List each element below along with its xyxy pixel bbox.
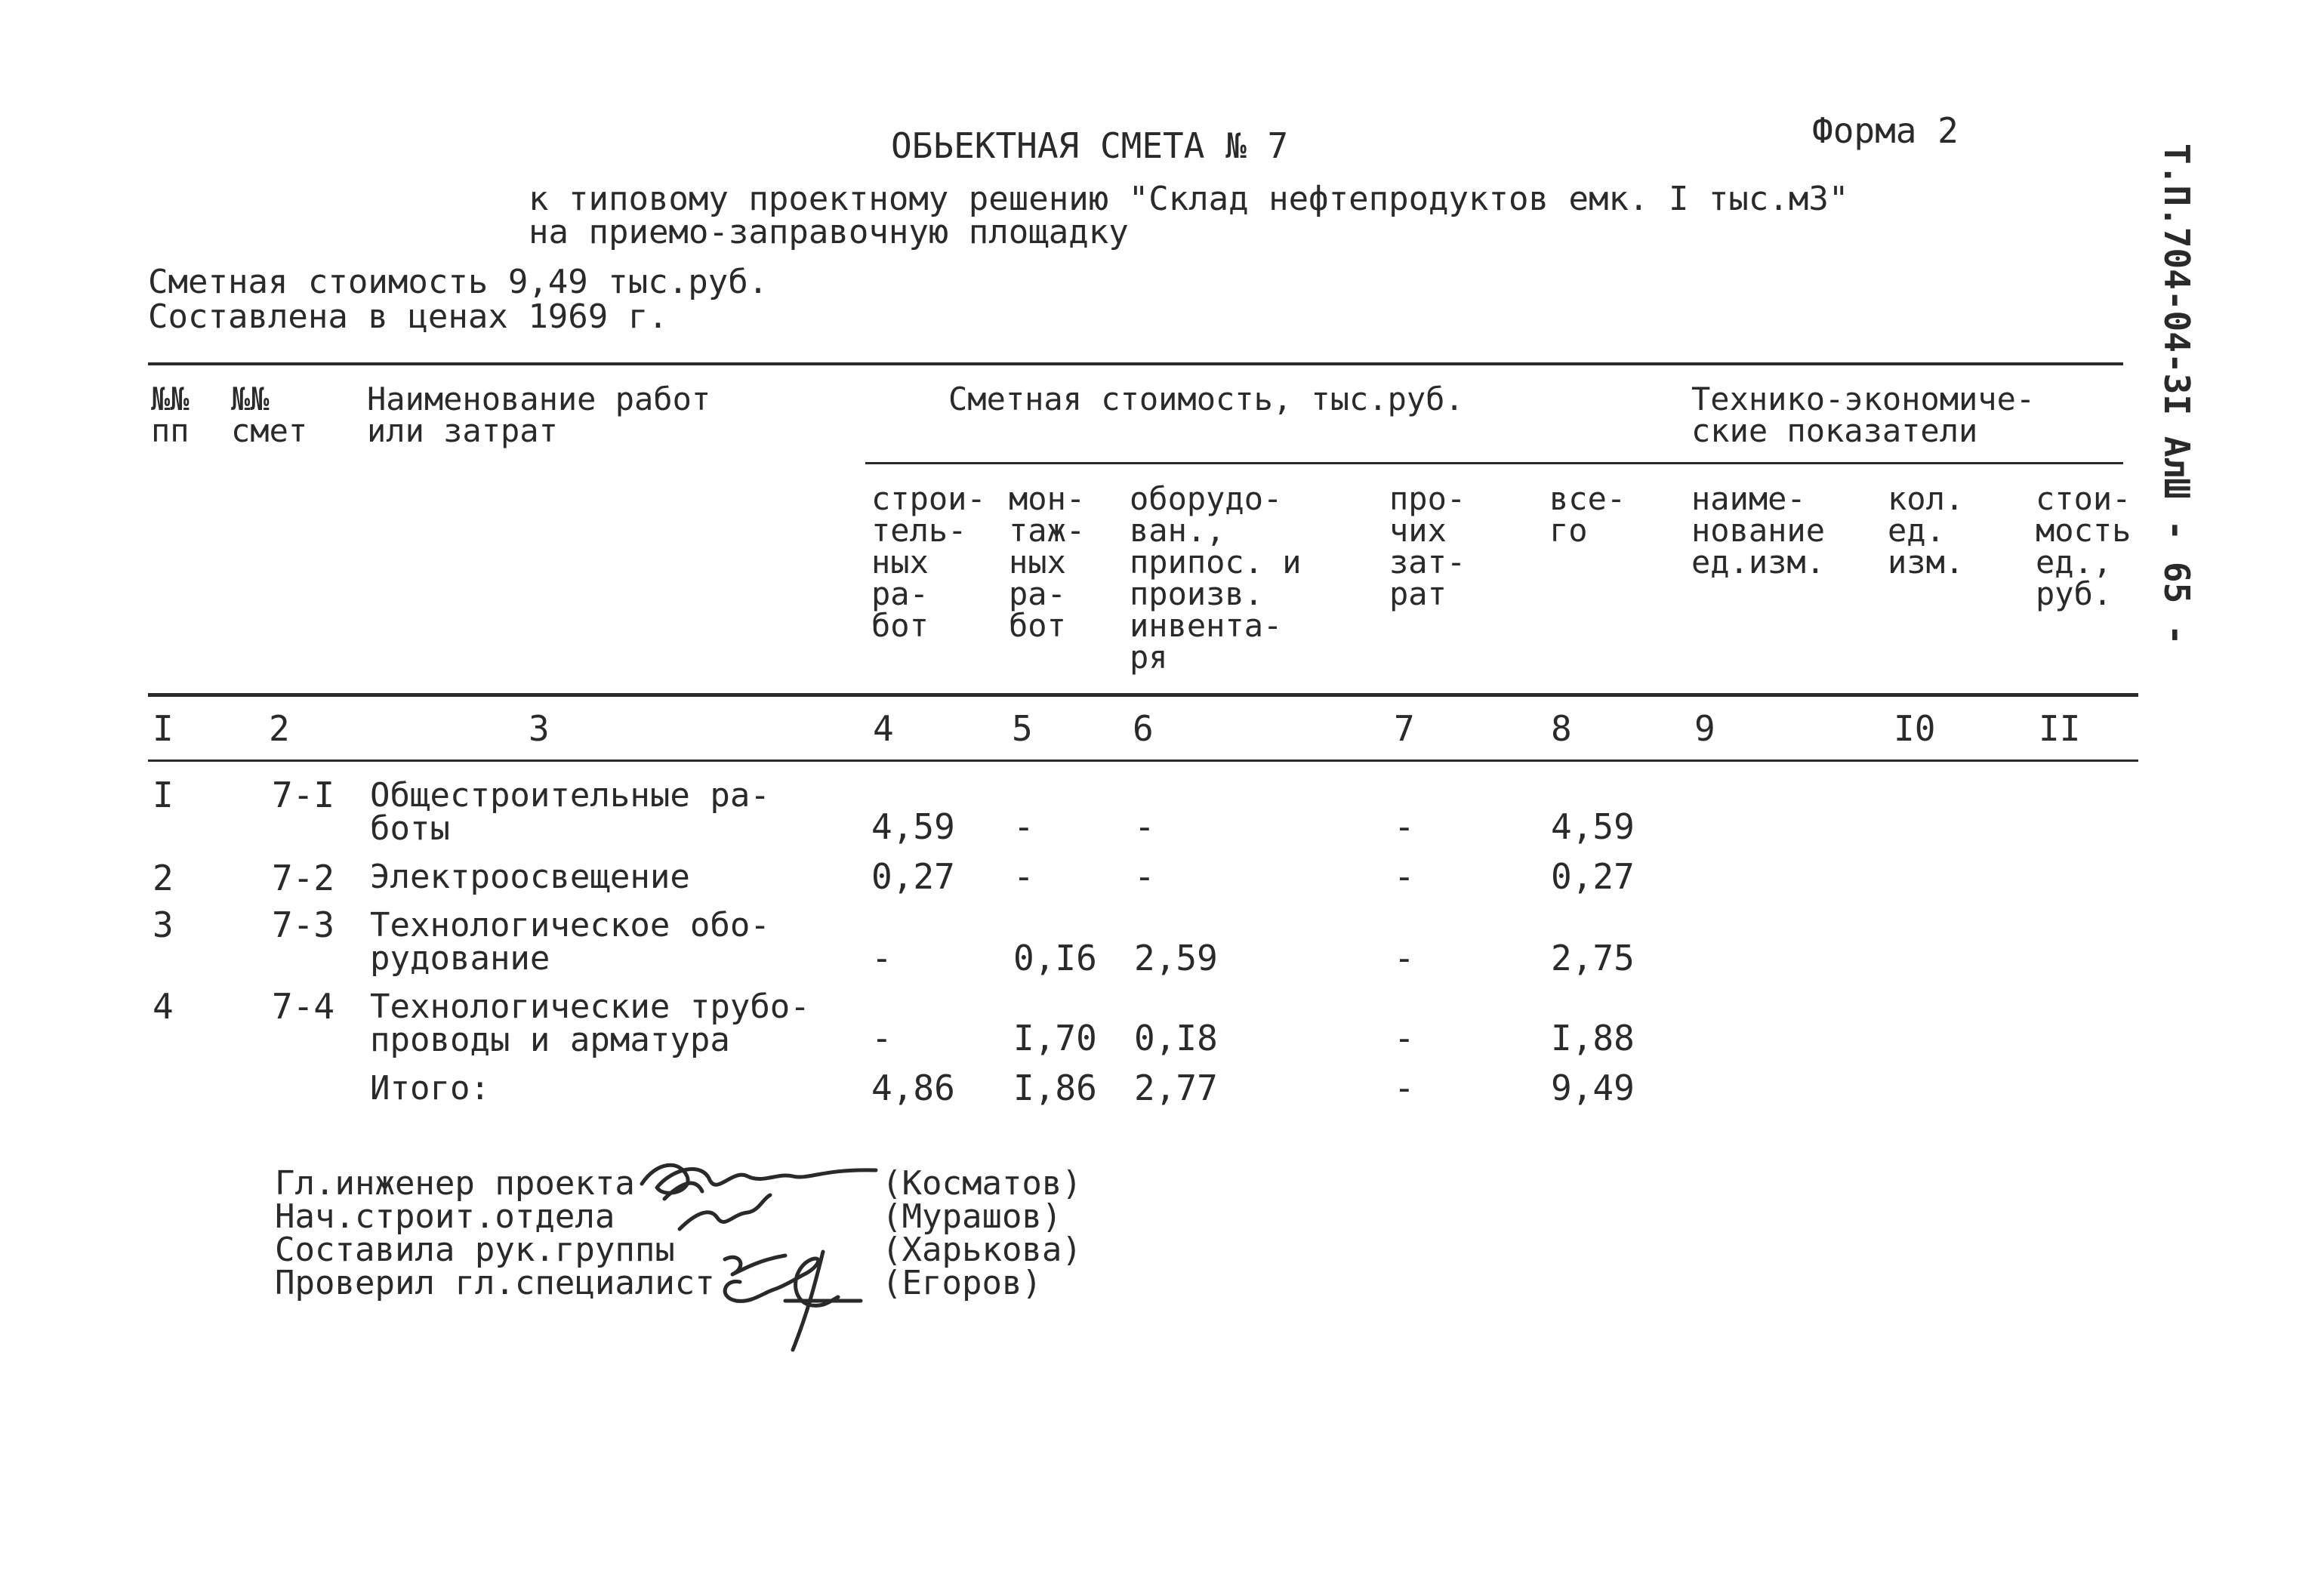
row-name: Электроосвещение [370, 858, 690, 896]
signature-person: (Косматов) [882, 1164, 1082, 1203]
row-other: - [1394, 806, 1415, 847]
signature-role: Проверил гл.специалист [275, 1264, 715, 1302]
col-number: II [2039, 708, 2081, 749]
row-number: 2 [153, 858, 174, 898]
total-other: - [1394, 1068, 1415, 1108]
prices-line: Составлена в ценах 1969 г. [148, 297, 668, 336]
col-head-total: все- го [1549, 480, 1626, 549]
row-construction: - [871, 1018, 892, 1058]
col-number: 3 [529, 708, 550, 749]
row-number: 3 [153, 904, 174, 945]
col-head-construction: строи- тель- ных ра- бот [871, 480, 986, 644]
col-number: 4 [873, 708, 894, 749]
col-head-unit-cost: стои- мость ед., руб. [2036, 480, 2132, 612]
signature-role: Гл.инженер проекта [275, 1164, 635, 1203]
total-equipment: 2,77 [1134, 1068, 1218, 1108]
row-name: Общестроительные ра- боты [370, 776, 770, 848]
row-construction: - [871, 938, 892, 978]
col-group-tech: Технико-экономиче- ские показатели [1691, 381, 2036, 449]
total-total: 9,49 [1551, 1068, 1635, 1108]
signature-role: Составила рук.группы [275, 1231, 675, 1269]
row-total: I,88 [1551, 1018, 1635, 1058]
side-document-code: Т.П.704-04-3I АлШ - 65 - [2156, 143, 2197, 645]
row-installation: - [1013, 806, 1034, 847]
col-number: 7 [1394, 708, 1415, 749]
col-head-unit-qty: кол. ед. изм. [1888, 480, 1965, 581]
row-other: - [1394, 856, 1415, 897]
signature-person: (Мурашов) [882, 1197, 1062, 1236]
row-other: - [1394, 938, 1415, 978]
form-label: Форма 2 [1812, 110, 1959, 151]
col-head-name: Наименование работ или затрат [367, 381, 711, 449]
total-installation: I,86 [1013, 1068, 1097, 1108]
row-smeta: 7-I [272, 775, 335, 815]
header-bottom-rule [148, 693, 2138, 697]
row-total: 2,75 [1551, 938, 1635, 978]
row-smeta: 7-4 [272, 986, 335, 1027]
col-head-installation: мон- таж- ных ра- бот [1009, 480, 1086, 644]
total-construction: 4,86 [871, 1068, 955, 1108]
row-equipment: - [1134, 856, 1155, 897]
signature-person: (Харькова) [882, 1231, 1082, 1269]
row-equipment: 2,59 [1134, 938, 1218, 978]
row-smeta: 7-2 [272, 858, 335, 898]
subtitle-line-1: к типовому проектному решению "Склад нефтепродуктов емк. I тыс.м3" [529, 180, 1849, 218]
row-installation: 0,I6 [1013, 938, 1097, 978]
col-group-cost: Сметная стоимость, тыс.руб. [948, 381, 1464, 417]
row-name: Технологическое обо- рудование [370, 906, 770, 978]
col-head-unit-name: наиме- нование ед.изм. [1691, 480, 1826, 581]
subtitle-line-2: на приемо-заправочную площадку [529, 213, 1129, 251]
document-title: ОБЬЕКТНАЯ СМЕТА № 7 [891, 125, 1289, 166]
row-installation: - [1013, 856, 1034, 897]
col-number: I [153, 708, 174, 749]
handwritten-signatures [634, 1154, 891, 1357]
col-number: 6 [1133, 708, 1154, 749]
row-total: 4,59 [1551, 806, 1635, 847]
row-other: - [1394, 1018, 1415, 1058]
cost-line: Сметная стоимость 9,49 тыс.руб. [148, 263, 769, 301]
row-smeta: 7-3 [272, 904, 335, 945]
col-head-other: про- чих зат- рат [1389, 480, 1466, 612]
row-installation: I,70 [1013, 1018, 1097, 1058]
col-numbers-rule [148, 759, 2138, 762]
col-head-smeta: №№ смет [231, 381, 308, 449]
col-number: 5 [1012, 708, 1033, 749]
row-number: 4 [153, 986, 174, 1027]
col-number: 8 [1551, 708, 1572, 749]
col-head-npp: №№ пп [151, 381, 190, 449]
row-construction: 0,27 [871, 856, 955, 897]
col-number: 9 [1694, 708, 1715, 749]
row-name: Технологические трубо- проводы и арматура [370, 987, 810, 1059]
col-number: I0 [1894, 708, 1936, 749]
row-construction: 4,59 [871, 806, 955, 847]
col-head-equipment: оборудо- ван., припос. и произв. инвента- ря [1130, 480, 1302, 676]
row-total: 0,27 [1551, 856, 1635, 897]
total-label: Итого: [370, 1069, 490, 1108]
signature-role: Нач.строит.отдела [275, 1197, 615, 1236]
row-equipment: - [1134, 806, 1155, 847]
header-inner-rule [865, 462, 2123, 464]
row-equipment: 0,I8 [1134, 1018, 1218, 1058]
signature-person: (Егоров) [882, 1264, 1042, 1302]
row-number: I [153, 775, 174, 815]
col-number: 2 [269, 708, 290, 749]
table-top-rule [148, 362, 2123, 365]
